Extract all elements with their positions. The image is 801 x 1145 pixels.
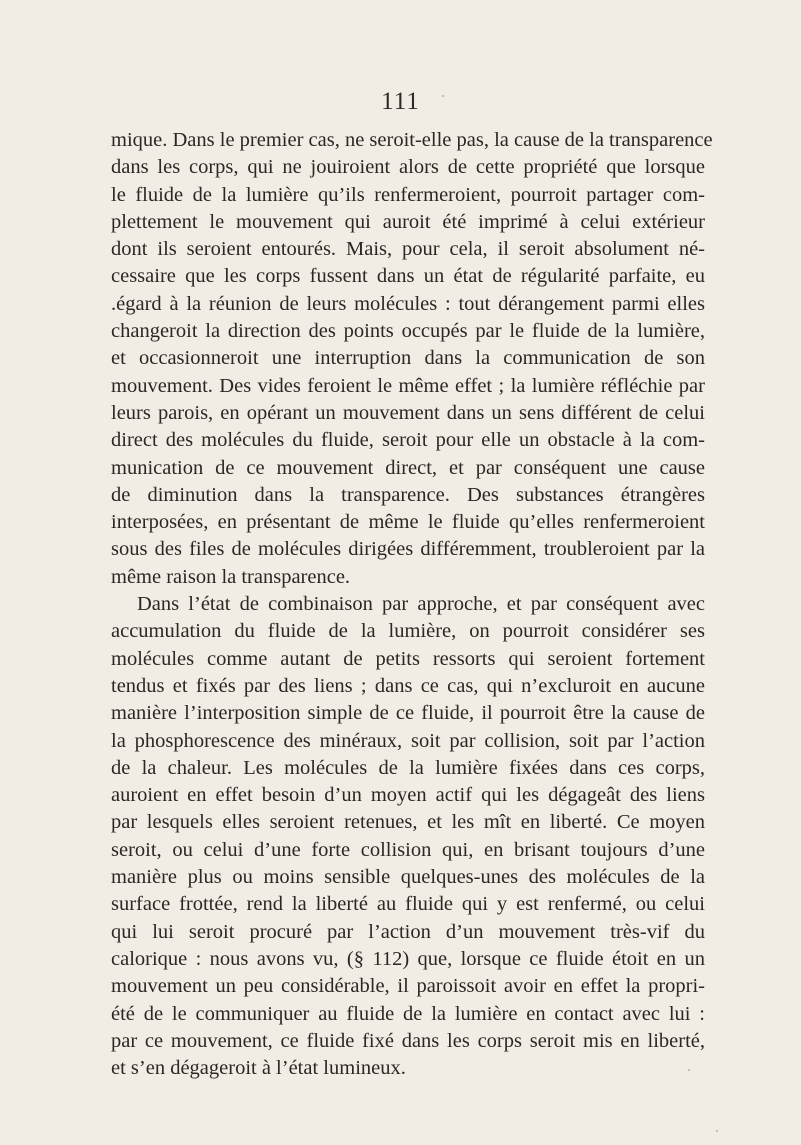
text-line: et s’en dégageroit à l’état lumineux. [111, 1057, 406, 1080]
text-line: même raison la transparence. [111, 565, 351, 588]
text-line: sous des files de molécules dirigées différemment, troubleroient par la [111, 538, 705, 561]
body-text [111, 127, 713, 1082]
paper-speck [716, 1130, 718, 1132]
text-line: seroit, ou celui d’une forte collision qui, en brisant toujours d’une [111, 838, 705, 861]
text-line: plettement le mouvement qui auroit été imprimé à celui extérieur [111, 210, 705, 233]
text-line: accumulation du fluide de la lumière, on pourroit considérer ses [111, 620, 705, 643]
text-line: le fluide de la lumière qu’ils renfermeroient, pourroit partager com- [111, 183, 705, 206]
text-line: qui lui seroit procuré par l’action d’un mouvement très-vif du [111, 920, 705, 943]
text-line: surface frottée, rend la liberté au fluide qui y est renfermé, ou celui [111, 893, 705, 916]
paper-speck [688, 1069, 690, 1071]
text-line: .égard à la réunion de leurs molécules : tout dérangement parmi elles [111, 292, 705, 315]
text-line: été de le communiquer au fluide de la lumière en contact avec lui : [111, 1002, 705, 1025]
paper-speck [442, 95, 444, 97]
text-line: la phosphorescence des minéraux, soit par collision, soit par l’action [111, 729, 705, 752]
text-line: tendus et fixés par des liens ; dans ce cas, qui n’excluroit en aucune [111, 674, 705, 697]
page-number: 111 [381, 88, 420, 115]
text-line: par ce mouvement, ce fluide fixé dans les corps seroit mis en liberté, [111, 1029, 705, 1052]
text-line: par lesquels elles seroient retenues, et les mît en liberté. Ce moyen [111, 811, 705, 834]
text-line: molécules comme autant de petits ressorts qui seroient fortement [111, 647, 705, 670]
text-line: direct des molécules du fluide, seroit pour elle un obstacle à la com- [111, 429, 705, 452]
text-line: calorique : nous avons vu, (§ 112) que, lorsque ce fluide étoit en un [111, 947, 705, 970]
text-line: manière plus ou moins sensible quelques-unes des molécules de la [111, 866, 705, 889]
text-line: manière l’interposition simple de ce fluide, il pourroit être la cause de [111, 702, 705, 725]
paragraph [111, 127, 713, 591]
text-line: Dans l’état de combinaison par approche, et par conséquent avec [137, 593, 705, 616]
text-line: cessaire que les corps fussent dans un état de régularité parfaite, eu [111, 265, 705, 288]
text-line: de la chaleur. Les molécules de la lumière fixées dans ces corps, [111, 756, 705, 779]
text-line: et occasionneroit une interruption dans la communication de son [111, 347, 705, 370]
text-line: changeroit la direction des points occupés par le fluide de la lumière, [111, 320, 705, 343]
text-line: munication de ce mouvement direct, et par conséquent une cause [111, 456, 705, 479]
text-line: auroient en effet besoin d’un moyen actif qui les dégageât des liens [111, 784, 705, 807]
text-line: dans les corps, qui ne jouiroient alors de cette propriété que lorsque [111, 156, 705, 179]
text-line: mique. Dans le premier cas, ne seroit-elle pas, la cause de la transparence [111, 129, 713, 151]
text-line: mouvement un peu considérable, il paroissoit avoir en effet la propri- [111, 975, 705, 998]
text-line: de diminution dans la transparence. Des substances étrangères [111, 483, 705, 506]
text-line: mouvement. Des vides feroient le même effet ; la lumière réfléchie par [111, 374, 705, 397]
text-line: interposées, en présentant de même le fluide qu’elles renfermeroient [111, 511, 705, 534]
text-line: leurs parois, en opérant un mouvement dans un sens différent de celui [111, 401, 705, 424]
paragraph [111, 591, 705, 1082]
text-line: dont ils seroient entourés. Mais, pour cela, il seroit absolument né- [111, 238, 705, 261]
